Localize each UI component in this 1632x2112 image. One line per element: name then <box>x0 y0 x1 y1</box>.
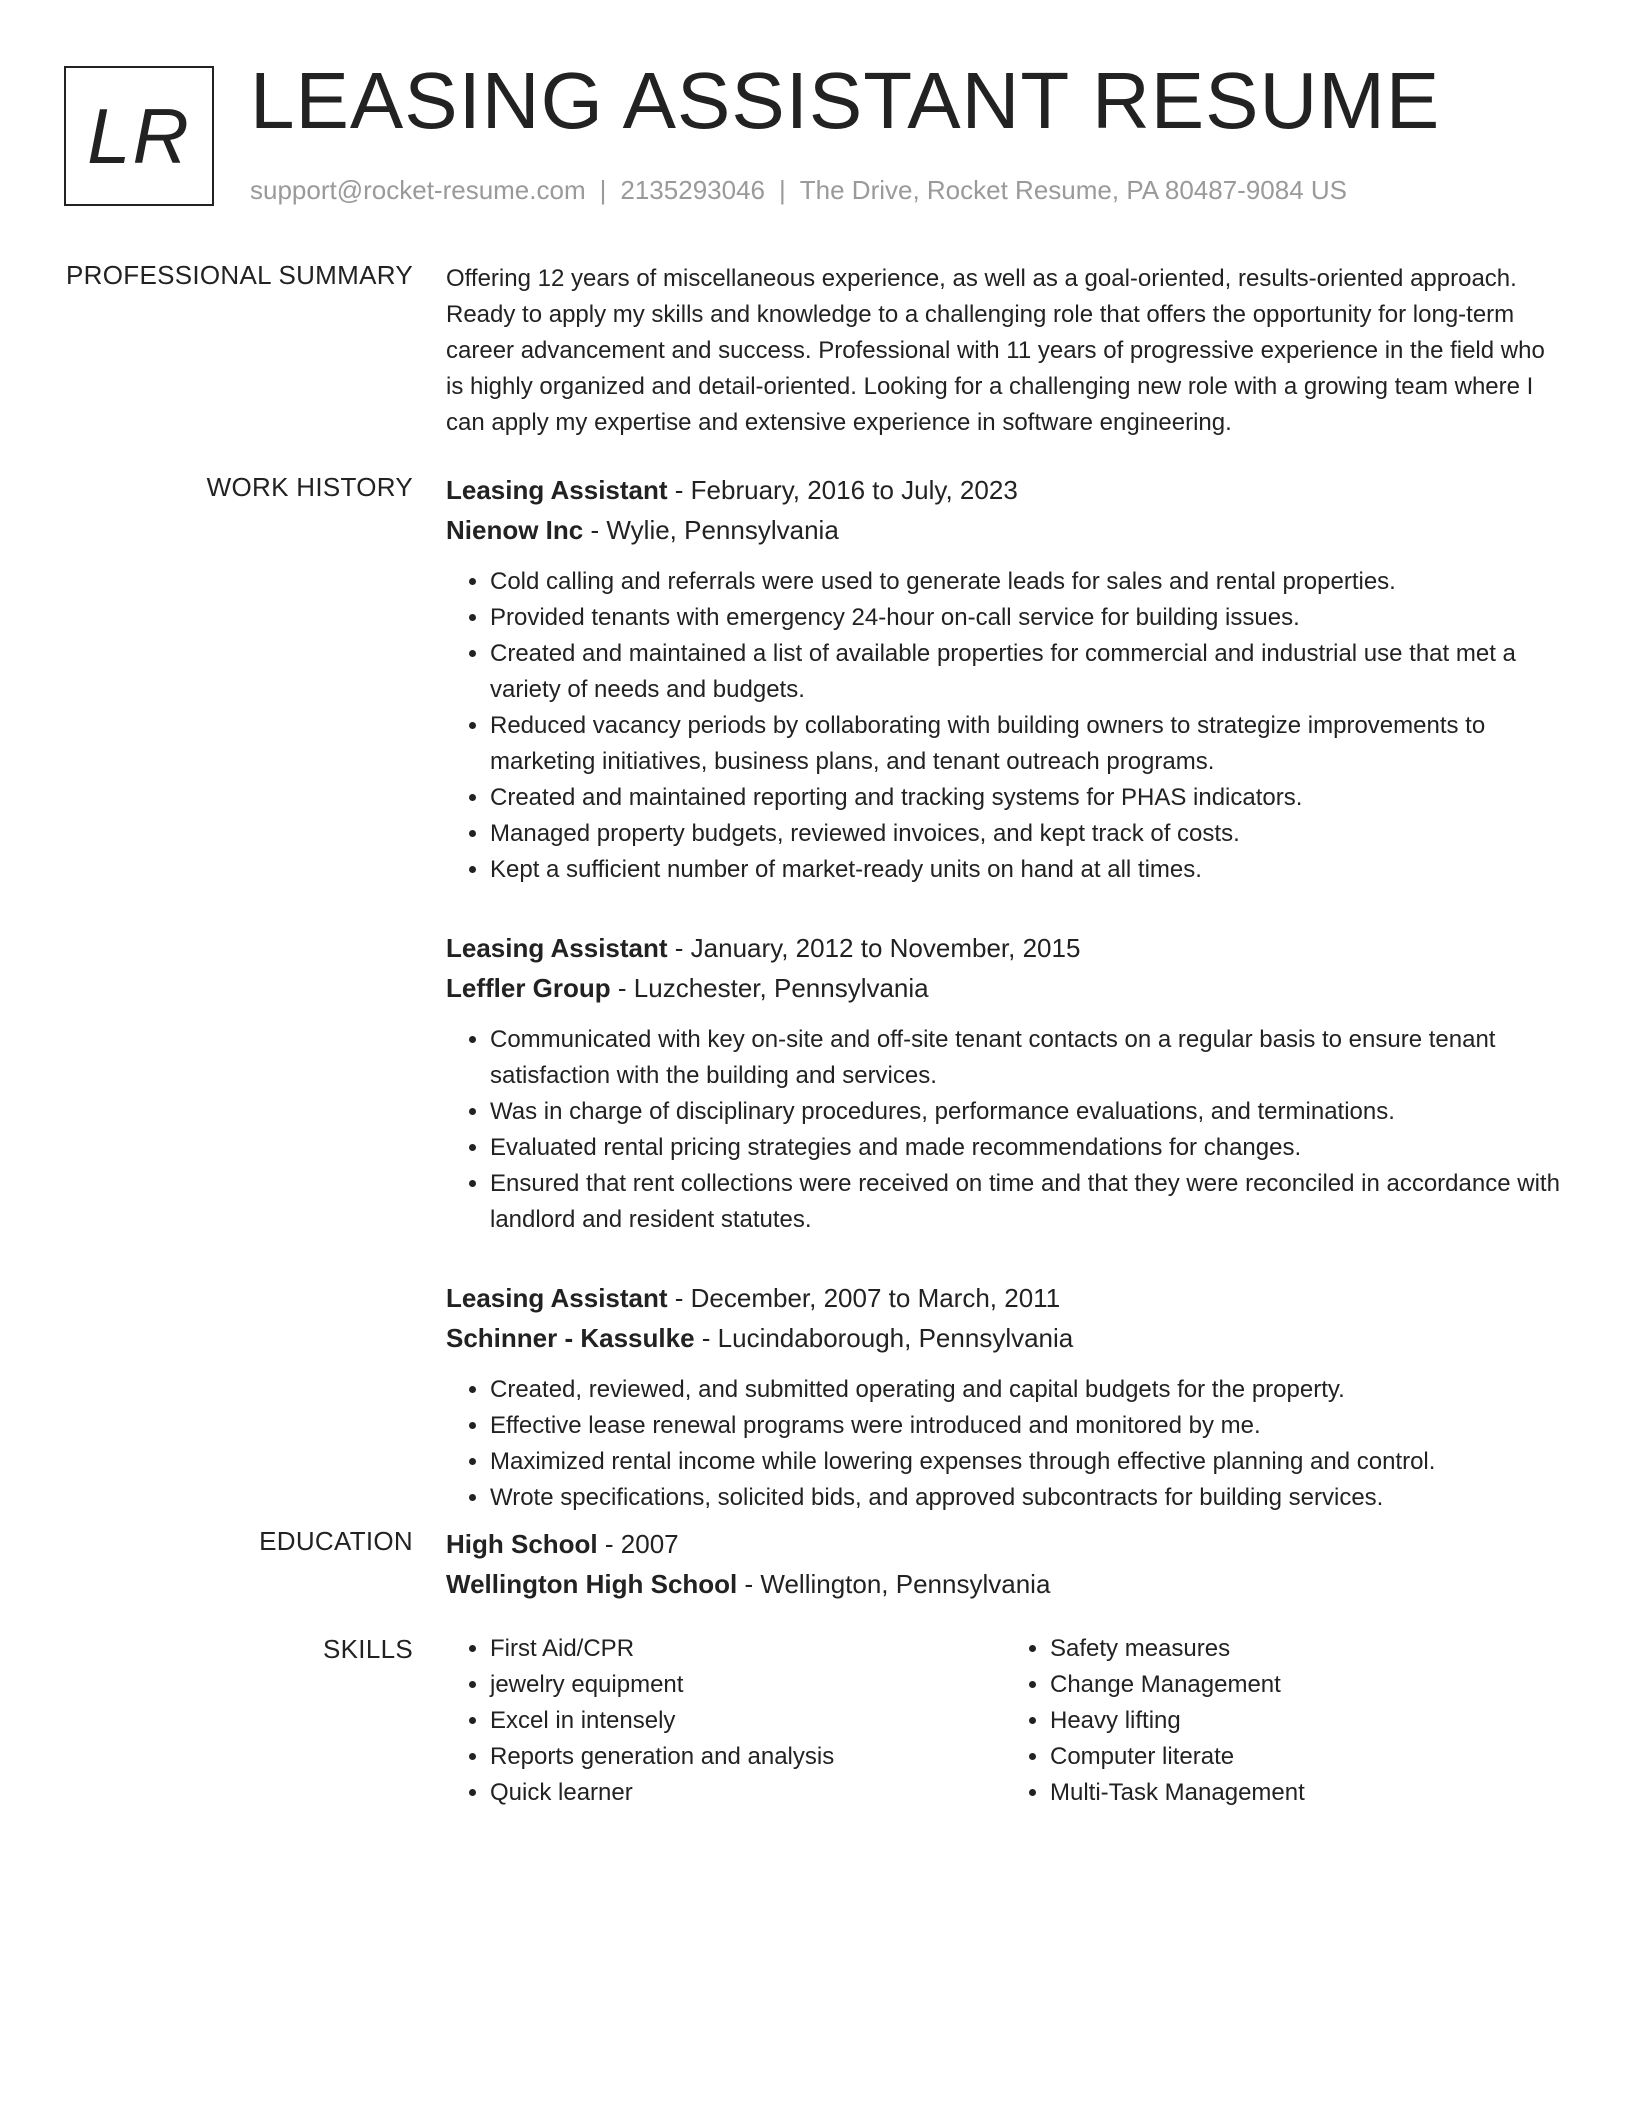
skills-columns <box>446 1631 1566 1811</box>
job-company: Schinner - Kassulke <box>446 1323 695 1353</box>
job-entry <box>446 928 1566 1238</box>
job-title: Leasing Assistant <box>446 1283 668 1313</box>
job-location: - Lucindaborough, Pennsylvania <box>694 1323 1074 1353</box>
job-entry <box>446 470 1566 888</box>
job-bullet: • Evaluated rental pricing strategies and made recommendations for changes. <box>490 1130 1566 1166</box>
job-bullet: • Managed property budgets, reviewed invoices, and kept track of costs. <box>490 816 1566 852</box>
summary-label: PROFESSIONAL SUMMARY <box>66 260 413 290</box>
job-company-line <box>446 968 1566 1008</box>
summary-body <box>446 261 1566 441</box>
skill-item: • Change Management <box>1050 1667 1566 1703</box>
contact-email[interactable]: support@rocket-resume.com <box>250 175 586 205</box>
job-title: Leasing Assistant <box>446 475 668 505</box>
job-bullet: • Effective lease renewal programs were introduced and monitored by me. <box>490 1408 1566 1444</box>
job-bullet: • Was in charge of disciplinary procedures, performance evaluations, and terminations. <box>490 1094 1566 1130</box>
skill-item: • Multi-Task Management <box>1050 1775 1566 1811</box>
summary-text: Offering 12 years of miscellaneous experience, as well as a goal-oriented, results-oriented approach. Ready to apply my skills and knowledge to a challenging role that offers the opportunity for long-term career advancement and success. Professional with 11 years of progressive experience in the field who is highly organized and detail-oriented. Looking for a challenging new role with a growing team where I can apply my expertise and extensive experience in software engineering. <box>446 265 1545 436</box>
job-title-line <box>446 928 1566 968</box>
job-bullets <box>446 1022 1566 1238</box>
skill-item: • Reports generation and analysis <box>490 1739 1006 1775</box>
education-body <box>446 1524 1566 1604</box>
contact-separator: | <box>779 175 786 205</box>
job-bullet: • Maximized rental income while lowering expenses through effective planning and control. <box>490 1444 1566 1480</box>
job-title-line <box>446 470 1566 510</box>
job-bullets <box>446 1372 1566 1516</box>
skill-item: • Safety measures <box>1050 1631 1566 1667</box>
skills-list-right <box>1006 1631 1566 1811</box>
education-location: - Wellington, Pennsylvania <box>737 1569 1051 1599</box>
job-bullet: • Created and maintained a list of available properties for commercial and industrial use that met a variety of needs and budgets. <box>490 636 1566 708</box>
job-bullet: • Reduced vacancy periods by collaborating with building owners to strategize improvements to marketing initiatives, business plans, and tenant outreach programs. <box>490 708 1566 780</box>
job-title-line <box>446 1278 1566 1318</box>
job-location: - Luzchester, Pennsylvania <box>610 973 929 1003</box>
contact-separator: | <box>599 175 607 205</box>
skill-item: • Heavy lifting <box>1050 1703 1566 1739</box>
skills-label: SKILLS <box>323 1634 413 1664</box>
job-company-line <box>446 510 1566 550</box>
contact-phone[interactable]: 2135293046 <box>620 175 765 205</box>
work-history-label: WORK HISTORY <box>206 472 413 502</box>
contact-address: The Drive, Rocket Resume, PA 80487-9084 US <box>799 175 1347 205</box>
job-dates: - February, 2016 to July, 2023 <box>667 475 1018 505</box>
monogram-text: LR <box>87 91 191 180</box>
job-bullet: • Wrote specifications, solicited bids, and approved subcontracts for building services. <box>490 1480 1566 1516</box>
education-degree-line <box>446 1524 1566 1564</box>
education-label: EDUCATION <box>259 1526 413 1556</box>
job-location: - Wylie, Pennsylvania <box>583 515 839 545</box>
monogram-logo <box>64 66 214 206</box>
job-bullet: • Created and maintained reporting and tracking systems for PHAS indicators. <box>490 780 1566 816</box>
job-bullet: • Provided tenants with emergency 24-hour on-call service for building issues. <box>490 600 1566 636</box>
skill-item: • First Aid/CPR <box>490 1631 1006 1667</box>
contact-line <box>250 174 1347 206</box>
job-entry <box>446 1278 1566 1516</box>
job-bullet: • Cold calling and referrals were used to generate leads for sales and rental properties. <box>490 564 1566 600</box>
job-bullet: • Communicated with key on-site and off-site tenant contacts on a regular basis to ensure tenant satisfaction with the building and services. <box>490 1022 1566 1094</box>
job-dates: - January, 2012 to November, 2015 <box>667 933 1081 963</box>
job-title: Leasing Assistant <box>446 933 668 963</box>
skills-body <box>446 1631 1566 1811</box>
job-company: Leffler Group <box>446 973 611 1003</box>
job-bullet: • Ensured that rent collections were received on time and that they were reconciled in accordance with landlord and resident statutes. <box>490 1166 1566 1238</box>
job-company-line <box>446 1318 1566 1358</box>
skill-item: • Excel in intensely <box>490 1703 1006 1739</box>
job-bullets <box>446 564 1566 888</box>
skill-item: • jewelry equipment <box>490 1667 1006 1703</box>
job-company: Nienow Inc <box>446 515 584 545</box>
work-history-body <box>446 470 1566 1556</box>
education-degree: High School <box>446 1529 598 1559</box>
job-dates: - December, 2007 to March, 2011 <box>667 1283 1061 1313</box>
job-bullet: • Created, reviewed, and submitted operating and capital budgets for the property. <box>490 1372 1566 1408</box>
education-school: Wellington High School <box>446 1569 738 1599</box>
skill-item: • Computer literate <box>1050 1739 1566 1775</box>
job-bullet: • Kept a sufficient number of market-ready units on hand at all times. <box>490 852 1566 888</box>
resume-title: LEASING ASSISTANT RESUME <box>250 56 1441 145</box>
skill-item: • Quick learner <box>490 1775 1006 1811</box>
education-year: - 2007 <box>597 1529 679 1559</box>
education-school-line <box>446 1564 1566 1604</box>
skills-list-left <box>446 1631 1006 1811</box>
